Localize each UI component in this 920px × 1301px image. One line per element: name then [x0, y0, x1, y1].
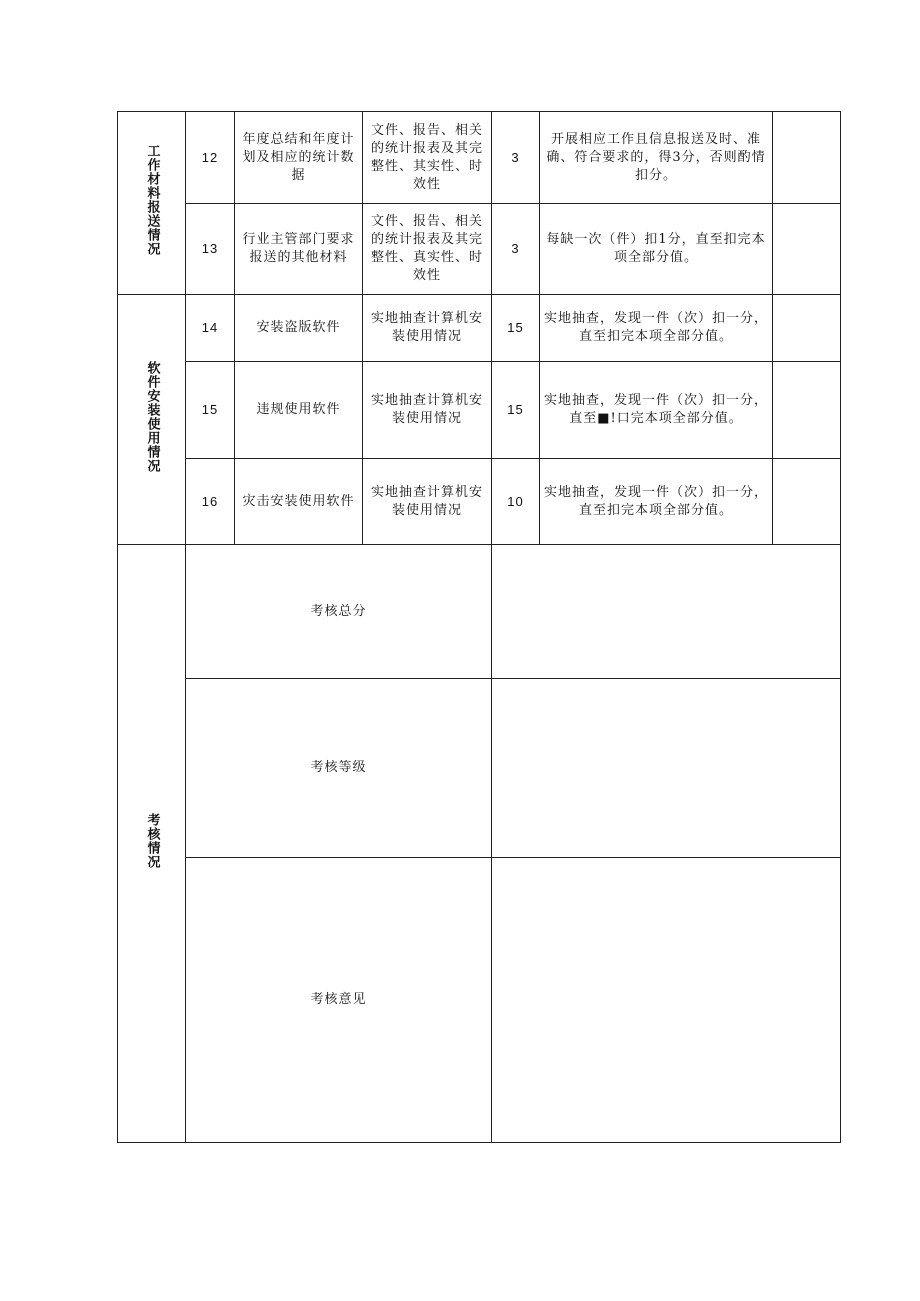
deduction-cell[interactable]: [773, 112, 841, 204]
item-number: 12: [186, 112, 235, 204]
table-row: [118, 459, 841, 545]
assessment-table: [117, 111, 841, 1143]
deduction-cell[interactable]: [773, 459, 841, 545]
scoring-rule: 实地抽查，发现一件（次）扣一分，直至■!口完本项全部分值。: [540, 362, 773, 459]
table-row: [118, 204, 841, 295]
check-method: 实地抽查计算机安装使用情况: [363, 295, 492, 362]
item-name: 灾击安装使用软件: [235, 459, 363, 545]
item-name: 行业主管部门要求报送的其他材料: [235, 204, 363, 295]
scoring-rule: 实地抽查，发现一件（次）扣一分，直至扣完本项全部分值。: [540, 459, 773, 545]
category-label: 考核情况: [144, 812, 160, 869]
category-cell-materials: [118, 112, 186, 295]
item-name: 违规使用软件: [235, 362, 363, 459]
check-method: 文件、报告、相关的统计报表及其完整性、真实性、时效性: [363, 204, 492, 295]
table-row: [118, 295, 841, 362]
deduction-cell[interactable]: [773, 204, 841, 295]
total-score-field[interactable]: [492, 545, 841, 679]
item-name: 安装盗版软件: [235, 295, 363, 362]
item-number: 15: [186, 362, 235, 459]
category-cell-software: [118, 295, 186, 545]
item-score: 3: [492, 204, 540, 295]
scoring-rule: 实地抽查，发现一件（次）扣一分，直至扣完本项全部分值。: [540, 295, 773, 362]
item-score: 10: [492, 459, 540, 545]
scoring-rule: 开展相应工作且信息报送及时、准确、符合要求的，得3分，否则酌情扣分。: [540, 112, 773, 204]
scoring-rule: 每缺一次（件）扣1分，直至扣完本项全部分值。: [540, 204, 773, 295]
table-row: [118, 112, 841, 204]
deduction-cell[interactable]: [773, 295, 841, 362]
grade-field[interactable]: [492, 679, 841, 858]
check-method: 实地抽查计算机安装使用情况: [363, 362, 492, 459]
table-row: [118, 362, 841, 459]
item-name: 年度总结和年度计划及相应的统计数据: [235, 112, 363, 204]
table-row: [118, 858, 841, 1143]
opinion-field[interactable]: [492, 858, 841, 1143]
grade-label: 考核等级: [186, 679, 492, 858]
deduction-cell[interactable]: [773, 362, 841, 459]
item-score: 15: [492, 295, 540, 362]
item-number: 14: [186, 295, 235, 362]
category-label: 软件安装使用情况: [144, 360, 160, 473]
table-row: [118, 545, 841, 679]
category-label: 工作材料报送情况: [144, 144, 160, 256]
item-number: 13: [186, 204, 235, 295]
check-method: 文件、报告、相关的统计报表及其完整性、其实性、时效性: [363, 112, 492, 204]
table-row: [118, 679, 841, 858]
item-score: 3: [492, 112, 540, 204]
total-score-label: 考核总分: [186, 545, 492, 679]
category-cell-summary: [118, 545, 186, 1143]
check-method: 实地抽查计算机安装使用情况: [363, 459, 492, 545]
item-score: 15: [492, 362, 540, 459]
opinion-label: 考核意见: [186, 858, 492, 1143]
item-number: 16: [186, 459, 235, 545]
